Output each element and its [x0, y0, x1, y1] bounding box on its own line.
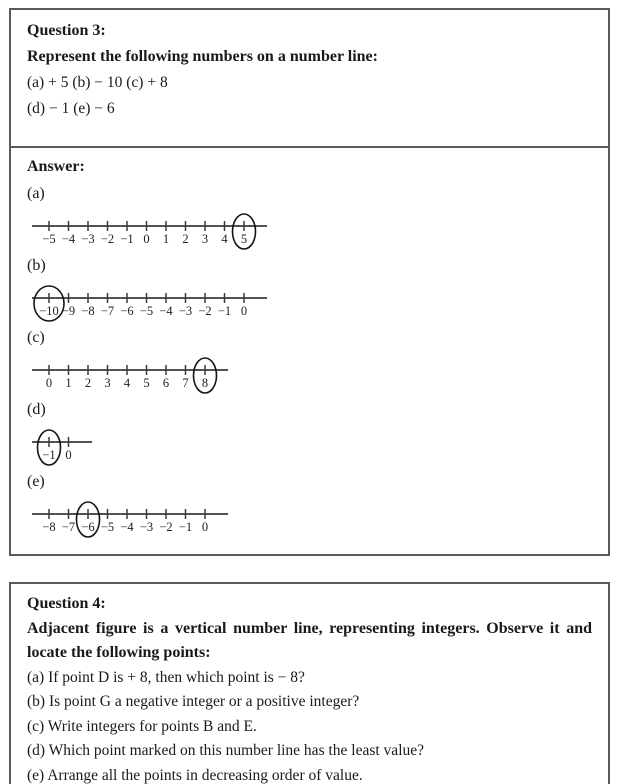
svg-text:−6: −6: [81, 520, 95, 534]
svg-text:3: 3: [201, 232, 209, 246]
numberline-a: [32, 206, 592, 252]
question4-item-d: (d) Which point marked on this number line has the least value?: [27, 742, 425, 759]
svg-text:0: 0: [45, 376, 53, 390]
svg-text:4: 4: [123, 376, 131, 390]
answer-part-c-label: (c): [27, 329, 45, 346]
svg-text:5: 5: [240, 232, 248, 246]
answer-part-e-label: (e): [27, 473, 45, 490]
svg-text:2: 2: [182, 232, 189, 246]
svg-text:−5: −5: [139, 304, 154, 318]
question3-prompt: Represent the following numbers on a number line:: [27, 48, 378, 65]
answer-part-d-label: (d): [27, 401, 46, 418]
question3-section: [11, 10, 608, 148]
svg-text:−6: −6: [120, 304, 134, 318]
question4-box: [9, 582, 610, 784]
svg-text:0: 0: [201, 520, 209, 534]
answer-part-e: [27, 470, 592, 540]
svg-text:1: 1: [65, 376, 72, 390]
answer-part-c: [27, 326, 592, 396]
svg-text:−10: −10: [39, 304, 59, 318]
svg-text:−1: −1: [178, 520, 193, 534]
answer-part-b-label: (b): [27, 257, 46, 274]
numberline-e: [32, 494, 592, 540]
svg-text:−7: −7: [100, 304, 115, 318]
svg-text:−3: −3: [139, 520, 154, 534]
svg-text:−2: −2: [198, 304, 212, 318]
svg-text:−2: −2: [100, 232, 115, 246]
svg-text:0: 0: [240, 304, 248, 318]
svg-text:−1: −1: [120, 232, 134, 246]
numberline-d: [32, 422, 592, 468]
svg-text:6: 6: [162, 376, 170, 390]
question4-title: Question 4:: [27, 595, 106, 612]
answer-title: Answer:: [27, 158, 85, 175]
svg-text:−8: −8: [42, 520, 56, 534]
question4-prompt: Adjacent figure is a vertical number line, representing integers. Observe it and locate the following points:: [27, 619, 592, 661]
question4-item-e: (e) Arrange all the points in decreasing order of value.: [27, 766, 363, 784]
answer-part-d: [27, 398, 592, 468]
question4-item-a: (a) If point D is + 8, then which point is − 8?: [27, 668, 305, 686]
question3-values-line-1: (a) + 5 (b) − 10 (c) + 8: [27, 74, 168, 91]
svg-text:7: 7: [182, 376, 189, 390]
svg-text:−5: −5: [42, 232, 56, 246]
answer-part-a-label: (a): [27, 185, 45, 202]
numberline-c: [32, 350, 592, 396]
svg-text:−1: −1: [217, 304, 232, 318]
question3-answer-box: [9, 8, 610, 556]
svg-text:2: 2: [84, 376, 92, 390]
svg-text:−2: −2: [159, 520, 173, 534]
svg-text:5: 5: [143, 376, 150, 390]
svg-text:−4: −4: [159, 304, 173, 318]
question4-item-b: (b) Is point G a negative integer or a positive integer?: [27, 693, 360, 710]
svg-text:3: 3: [104, 376, 111, 390]
svg-text:1: 1: [162, 232, 170, 246]
svg-text:0: 0: [143, 232, 150, 246]
svg-text:−3: −3: [178, 304, 193, 318]
svg-text:−4: −4: [120, 520, 134, 534]
svg-text:−5: −5: [100, 520, 115, 534]
svg-text:−9: −9: [61, 304, 76, 318]
svg-text:4: 4: [221, 232, 228, 246]
svg-text:−8: −8: [81, 304, 95, 318]
svg-text:−1: −1: [42, 448, 56, 462]
question3-title: Question 3:: [27, 22, 106, 39]
answer-section: [11, 148, 608, 554]
answer-part-b: [27, 254, 592, 324]
question3-values-line-2: (d) − 1 (e) − 6: [27, 100, 115, 117]
svg-text:−4: −4: [61, 232, 76, 246]
svg-text:−3: −3: [81, 232, 95, 246]
svg-text:8: 8: [201, 376, 209, 390]
question4-item-c: (c) Write integers for points B and E.: [27, 717, 257, 735]
answer-part-a: [27, 182, 592, 252]
numberline-b: [32, 278, 592, 324]
svg-text:0: 0: [65, 448, 72, 462]
svg-text:−7: −7: [61, 520, 76, 534]
